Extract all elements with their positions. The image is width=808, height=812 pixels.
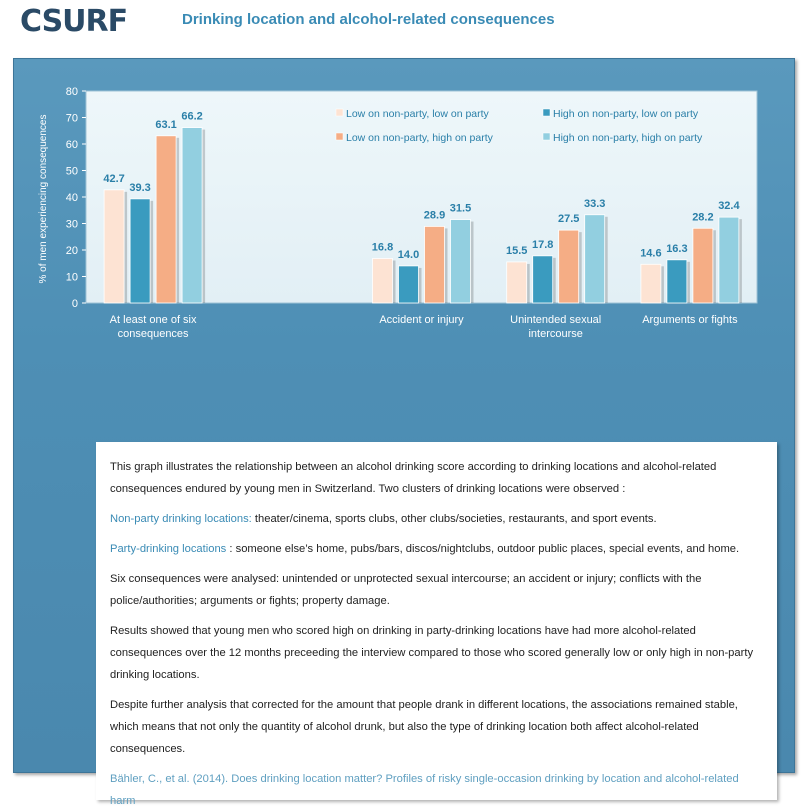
bar bbox=[156, 136, 176, 303]
x-category-label: Unintended sexual bbox=[510, 314, 602, 326]
bar-value-label: 15.5 bbox=[505, 244, 528, 257]
bar bbox=[373, 258, 393, 303]
bar bbox=[425, 226, 445, 303]
y-axis-title: % of men experiencing consequences bbox=[38, 114, 49, 284]
consequences-paragraph: Six consequences were analysed: unintended or unprotected sexual intercourse; an accident or injury; conflicts with the police/authorities; arguments or fights; property damage. bbox=[110, 573, 702, 607]
x-category-label: At least one of six bbox=[109, 314, 197, 326]
party-label: Party-drinking locations bbox=[110, 543, 227, 555]
y-tick-label: 0 bbox=[71, 298, 78, 310]
legend-label: High on non-party, low on party bbox=[553, 108, 699, 120]
bar-value-label: 16.3 bbox=[666, 242, 688, 255]
bar-value-label: 17.8 bbox=[531, 238, 554, 251]
y-tick-label: 10 bbox=[65, 271, 78, 284]
y-tick-label: 70 bbox=[65, 112, 78, 125]
bar-value-label: 63.1 bbox=[155, 118, 177, 131]
bar bbox=[182, 128, 202, 303]
legend-label: Low on non-party, low on party bbox=[346, 108, 489, 120]
y-tick-label: 20 bbox=[65, 245, 78, 257]
y-tick-label: 50 bbox=[65, 165, 78, 178]
bar-value-label: 14.0 bbox=[397, 248, 420, 261]
legend-label: High on non-party, high on party bbox=[553, 132, 703, 144]
bar-value-label: 28.9 bbox=[423, 209, 446, 222]
bar bbox=[507, 262, 527, 303]
bar-value-label: 16.8 bbox=[371, 241, 394, 254]
csurf-logo bbox=[20, 4, 127, 39]
nonparty-label: Non-party drinking locations: bbox=[110, 513, 252, 525]
x-category-label: Accident or injury bbox=[379, 314, 464, 326]
bar bbox=[667, 260, 687, 303]
bar-value-label: 42.7 bbox=[103, 172, 125, 185]
legend-swatch bbox=[336, 109, 343, 116]
logo-text: CSURF bbox=[20, 4, 128, 39]
x-category-label: Arguments or fights bbox=[642, 314, 738, 326]
nonparty-paragraph bbox=[110, 508, 763, 530]
bar-value-label: 39.3 bbox=[129, 181, 151, 194]
bar bbox=[559, 230, 579, 303]
bar bbox=[693, 228, 713, 303]
bar-value-label: 32.4 bbox=[718, 200, 740, 213]
bar-chart bbox=[14, 59, 794, 419]
y-axis bbox=[66, 86, 86, 310]
legend-swatch bbox=[543, 109, 550, 116]
page-title: Drinking location and alcohol-related consequences bbox=[182, 11, 555, 28]
bar bbox=[451, 220, 471, 303]
bar-value-label: 33.3 bbox=[583, 197, 606, 210]
results-paragraph: Results showed that young men who scored high on drinking in party-drinking locations have had more alcohol-related consequences over the 12 months preceeding the interview compared to those who scored generally low or only high in non-party drinking locations. bbox=[110, 625, 754, 681]
y-tick-label: 60 bbox=[65, 139, 78, 151]
nonparty-text: theater/cinema, sports clubs, other clubs/societies, restaurants, and sport events. bbox=[251, 513, 657, 525]
chart-panel bbox=[13, 58, 795, 807]
bar bbox=[104, 190, 124, 303]
x-category-label: consequences bbox=[117, 328, 189, 340]
legend-swatch bbox=[543, 133, 550, 140]
x-category-label: intercourse bbox=[528, 328, 583, 340]
bar-value-label: 66.2 bbox=[181, 110, 203, 123]
bar bbox=[130, 199, 150, 303]
bar bbox=[399, 266, 419, 303]
bar bbox=[641, 264, 661, 303]
legend-swatch bbox=[336, 133, 343, 140]
intro-paragraph: This graph illustrates the relationship between an alcohol drinking score according to drinking locations and alcohol-related consequences endured by young men in Switzerland. Two clusters of drinking locations were observed : bbox=[110, 461, 717, 495]
citation: Bähler, C., et al. (2014). Does drinking location matter? Profiles of risky single-occasion drinking by location and alcohol-related harm bbox=[110, 773, 739, 807]
party-paragraph bbox=[110, 538, 763, 560]
bar bbox=[585, 215, 605, 303]
y-tick-label: 30 bbox=[65, 218, 78, 231]
x-axis-labels bbox=[110, 314, 738, 340]
party-text: : someone else’s home, pubs/bars, discos/nightclubs, outdoor public places, special events, and home. bbox=[226, 543, 740, 555]
bar bbox=[533, 256, 553, 303]
further-paragraph: Despite further analysis that corrected for the amount that people drank in different locations, the associations remained stable, which means that not only the quantity of alcohol drunk, but also the type of drinking location both affect alcohol-related consequences. bbox=[110, 699, 738, 755]
y-tick-label: 40 bbox=[65, 192, 78, 204]
y-tick-label: 80 bbox=[65, 86, 78, 98]
bar-value-label: 28.2 bbox=[692, 211, 714, 224]
legend-label: Low on non-party, high on party bbox=[346, 132, 493, 144]
bar-value-label: 27.5 bbox=[557, 213, 580, 226]
bar-value-label: 31.5 bbox=[449, 202, 472, 215]
description-box bbox=[96, 442, 777, 807]
bar-value-label: 14.6 bbox=[640, 247, 662, 260]
bar bbox=[719, 217, 739, 303]
